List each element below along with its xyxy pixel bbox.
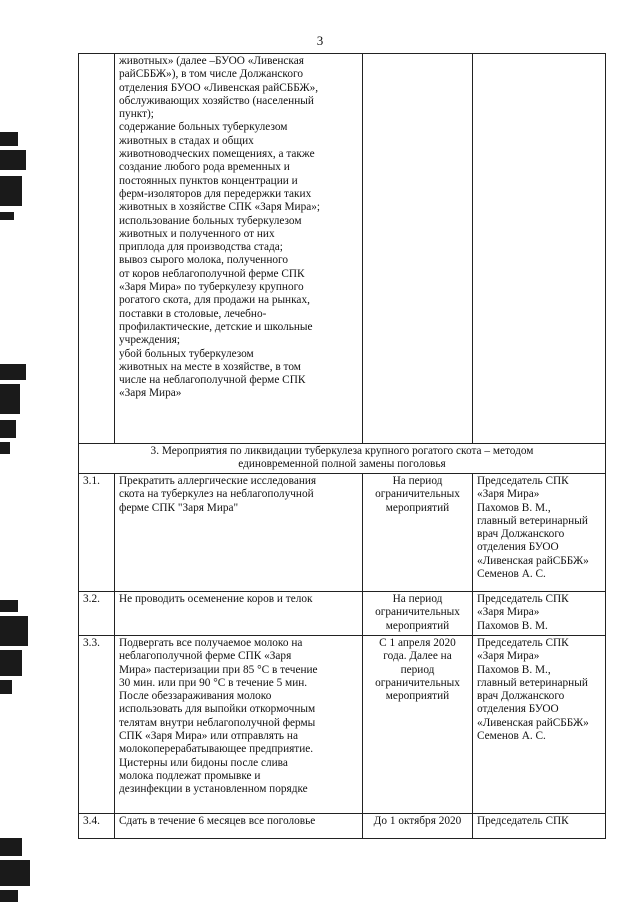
text-line: приплода для производства стада;: [119, 241, 283, 254]
text-line: рогатого скота, для продажи на рынках,: [119, 294, 310, 307]
text-line: создание любого рода временных и: [119, 161, 290, 174]
text-line: мероприятий: [385, 619, 450, 632]
period-cell: [363, 474, 473, 592]
text-line: телятам внутри неблагополучной фермы: [119, 716, 316, 729]
action-cell: [115, 814, 363, 839]
text-line: Цистерны или бидоны после слива: [119, 756, 288, 769]
text-line: использовать для выпойки откормочным: [119, 703, 316, 716]
text-line: содержание больных туберкулезом: [119, 121, 288, 134]
table-row: [79, 474, 606, 592]
text-line: ферм-изоляторов для передержки таких: [119, 187, 312, 200]
section-heading: [79, 444, 606, 474]
row-number: [79, 814, 115, 839]
text-line: Пахомов В. М.,: [477, 501, 551, 514]
text-line: отделения БУОО: [477, 541, 559, 554]
page-number: 3: [316, 33, 324, 48]
text-line: убой больных туберкулезом: [119, 347, 254, 360]
text-line: отделения БУОО «Ливенская райСББЖ»,: [119, 81, 319, 94]
text-line: Пахомов В. М.,: [477, 663, 551, 676]
text-line: До 1 октября 2020: [373, 815, 462, 827]
row-number-text: 3.2.: [83, 593, 100, 605]
text-line: период: [400, 663, 435, 676]
text-line: Председатель СПК: [477, 593, 569, 605]
text-line: 30 мин. или при 90 °С в течение 5 мин.: [119, 676, 308, 689]
text-line: СПК «Заря Мира» или отправлять на: [119, 730, 298, 743]
text-line: Семенов А. С.: [477, 568, 546, 581]
table-row: [79, 592, 606, 636]
row-number-text: 3.1.: [83, 475, 100, 487]
text-line: молокоперерабатывающее предприятие.: [119, 743, 314, 756]
responsible-cell: [473, 474, 606, 592]
text-line: Председатель СПК: [477, 815, 569, 827]
row-number: [79, 474, 115, 592]
text-line: мероприятий: [385, 501, 450, 514]
text-line: использование больных туберкулезом: [119, 214, 302, 227]
responsible-cell: [473, 592, 606, 636]
text-line: числе на неблагополучной ферме СПК: [119, 374, 306, 387]
text-line: Семенов А. С.: [477, 730, 546, 743]
section-heading-line: 3. Мероприятия по ликвидации туберкулеза крупного рогатого скота – методом: [150, 445, 534, 457]
action-cell: [115, 592, 363, 636]
text-line: животноводческих помещениях, а также: [119, 148, 315, 161]
continuation-row: [79, 54, 606, 444]
text-line: дезинфекции в установленном порядке: [119, 783, 308, 796]
text-line: врач Должанского: [477, 690, 565, 703]
text-line: постоянных пунктов концентрации и: [119, 174, 298, 187]
text-line: животных в стадах и общих: [119, 134, 254, 147]
text-line: «Заря Мира»: [477, 488, 540, 501]
text-line: животных в хозяйстве СПК «Заря Мира»;: [119, 201, 321, 214]
text-line: Сдать в течение 6 месяцев все поголовье: [119, 815, 316, 827]
text-line: С 1 апреля 2020: [379, 637, 456, 649]
row-number: [79, 592, 115, 636]
table-cell-num: [79, 54, 115, 444]
action-cell: [115, 474, 363, 592]
text-line: животных на месте в хозяйстве, в том: [119, 360, 301, 373]
table-row: [79, 814, 606, 839]
text-line: пункт);: [119, 108, 154, 121]
text-line: «Заря Мира»: [119, 387, 182, 400]
table-cell-responsible: [473, 54, 606, 444]
text-line: профилактические, детские и школьные: [119, 320, 313, 333]
text-line: животных» (далее –БУОО «Ливенская: [119, 55, 304, 67]
text-line: мероприятий: [385, 690, 450, 703]
row-number: [79, 636, 115, 814]
text-line: райСББЖ»), в том числе Должанского: [119, 68, 303, 81]
text-line: ограничительных: [375, 606, 460, 619]
period-cell: [363, 636, 473, 814]
text-line: учреждения;: [119, 334, 180, 347]
text-line: Не проводить осеменение коров и телок: [119, 593, 313, 605]
text-line: вывоз сырого молока, полученного: [119, 254, 289, 267]
text-line: главный ветеринарный: [477, 514, 588, 527]
text-line: Пахомов В. М.: [477, 619, 548, 632]
text-line: Мира» пастеризации при 85 °С в течение: [119, 663, 318, 676]
period-cell: [363, 814, 473, 839]
text-line: Подвергать все получаемое молоко на: [119, 637, 303, 649]
action-cell: [115, 636, 363, 814]
text-line: ограничительных: [375, 488, 460, 501]
period-cell: [363, 592, 473, 636]
row-number-text: 3.4.: [83, 815, 100, 827]
text-line: молока подлежат промывке и: [119, 769, 261, 782]
text-line: «Ливенская райСББЖ»: [477, 716, 589, 729]
text-line: главный ветеринарный: [477, 676, 588, 689]
text-line: ферме СПК "Заря Мира": [119, 501, 239, 514]
text-line: скота на туберкулез на неблагополучной: [119, 488, 314, 501]
row-number-text: 3.3.: [83, 637, 100, 649]
section-heading-row: [79, 444, 606, 474]
text-line: года. Далее на: [383, 650, 452, 663]
text-line: обслуживающих хозяйство (населенный: [119, 94, 314, 107]
text-line: отделения БУОО: [477, 703, 559, 716]
text-line: от коров неблагополучной ферме СПК: [119, 267, 305, 280]
text-line: поставки в столовые, лечебно-: [119, 307, 267, 320]
text-line: «Заря Мира»: [477, 606, 540, 619]
text-line: На период: [392, 593, 443, 605]
text-line: врач Должанского: [477, 528, 565, 541]
section-heading-line: единовременной полной замены поголовья: [238, 458, 446, 471]
text-line: неблагополучной ферме СПК «Заря: [119, 650, 292, 663]
measures-table: [78, 53, 606, 839]
responsible-cell: [473, 814, 606, 839]
text-line: «Заря Мира» по туберкулезу крупного: [119, 281, 304, 294]
table-cell-period: [363, 54, 473, 444]
text-line: Прекратить аллергические исследования: [119, 475, 317, 487]
table-row: [79, 636, 606, 814]
text-line: Председатель СПК: [477, 637, 569, 649]
responsible-cell: [473, 636, 606, 814]
text-line: «Ливенская райСББЖ»: [477, 554, 589, 567]
text-line: Председатель СПК: [477, 475, 569, 487]
text-line: «Заря Мира»: [477, 650, 540, 663]
continuation-text: [115, 54, 363, 444]
text-line: После обеззараживания молоко: [119, 690, 272, 703]
text-line: ограничительных: [375, 676, 460, 689]
text-line: На период: [392, 475, 443, 487]
text-line: животных и полученного от них: [119, 227, 275, 240]
